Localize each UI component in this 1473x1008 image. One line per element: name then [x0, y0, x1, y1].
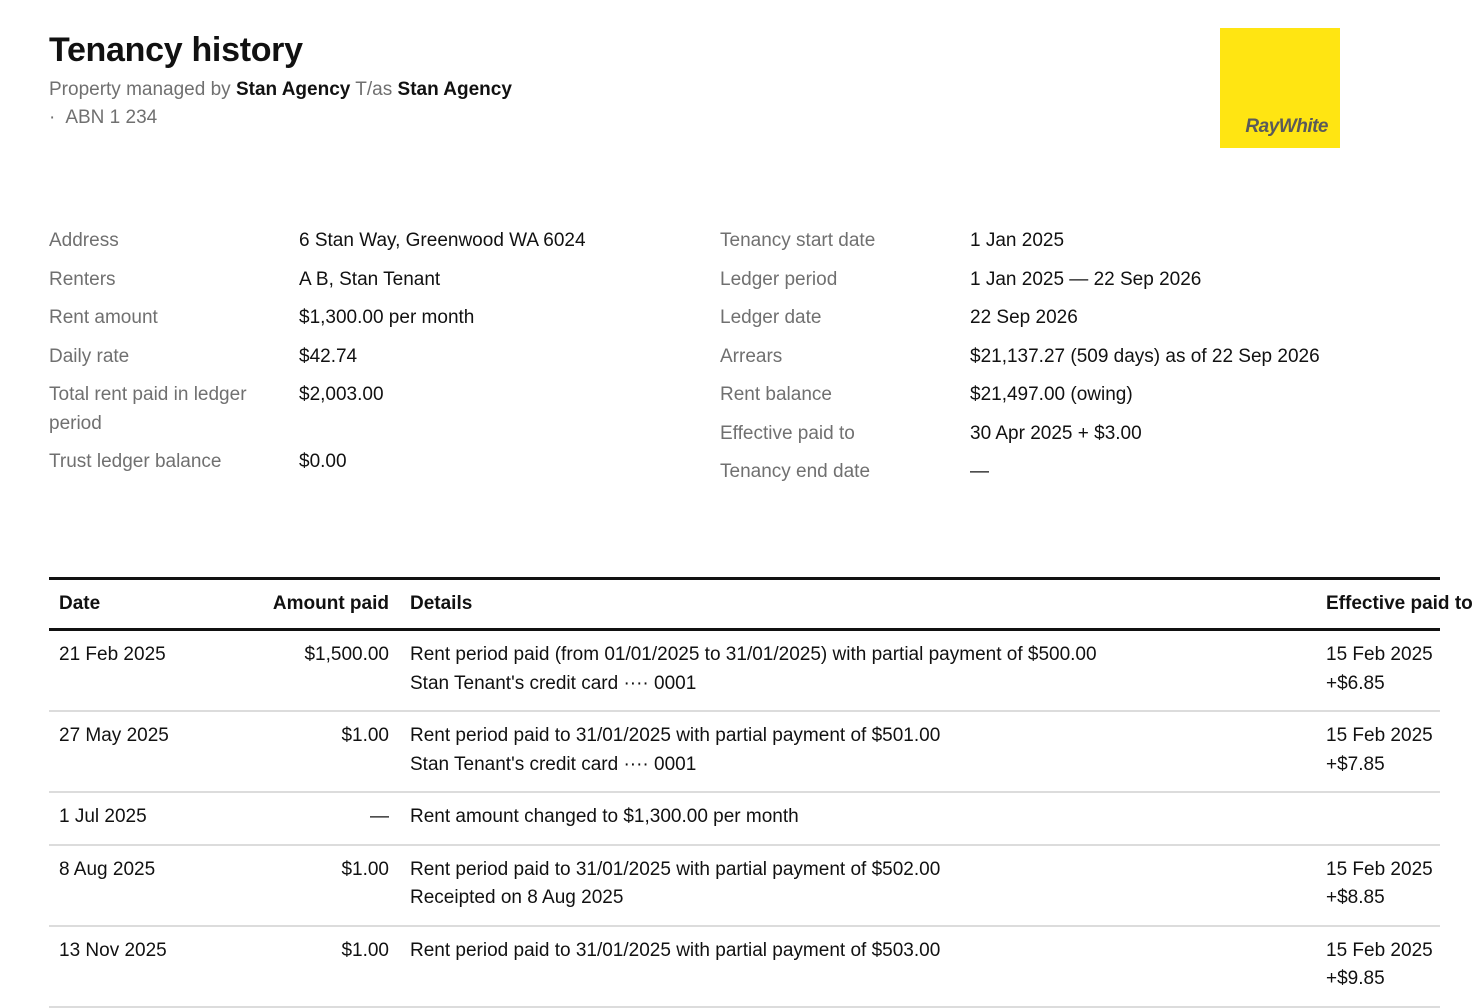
detail-value: $2,003.00	[299, 384, 384, 405]
detail-value: 1 Jan 2025	[970, 230, 1065, 251]
logo-text: RayWhite	[1245, 116, 1328, 137]
row-details	[410, 641, 1326, 698]
row-effective	[1326, 722, 1440, 779]
detail-tenancy-start	[720, 227, 1320, 256]
detail-value: $21,497.00 (owing)	[970, 384, 1133, 405]
row-effective	[1326, 937, 1440, 994]
detail-daily-rate	[49, 343, 586, 372]
ledger-header-row	[49, 580, 1473, 631]
detail-label: Rent amount	[49, 307, 158, 328]
column-header-effective: Effective paid to	[1326, 593, 1473, 614]
detail-address	[49, 227, 586, 256]
table-row	[49, 712, 1440, 793]
abn-number: ABN 1 234	[65, 107, 158, 128]
detail-value: 30 Apr 2025 + $3.00	[970, 422, 1142, 444]
row-details	[410, 722, 1326, 779]
agency-logo	[1220, 28, 1340, 148]
detail-trust-ledger-balance	[49, 448, 586, 477]
table-row	[49, 793, 1440, 846]
detail-total-rent-paid	[49, 381, 586, 438]
bullet: ·	[49, 107, 56, 128]
detail-arrears	[720, 343, 1320, 372]
details-line: Stan Tenant's credit card ···· 0001	[410, 753, 697, 775]
trading-as-label: T/as	[355, 79, 393, 100]
effective-date: 15 Feb 2025	[1326, 858, 1433, 880]
effective-credit: +$8.85	[1326, 887, 1385, 908]
detail-ledger-period	[720, 266, 1320, 295]
managed-by-line	[49, 78, 512, 102]
row-amount: $1.00	[341, 725, 389, 746]
row-amount: $1,500.00	[304, 644, 389, 665]
detail-rent-amount	[49, 304, 586, 333]
row-details	[410, 856, 1326, 913]
column-header-details: Details	[410, 593, 473, 614]
details-line: Stan Tenant's credit card ···· 0001	[410, 672, 697, 694]
detail-label: Ledger period	[720, 268, 838, 290]
row-date: 13 Nov 2025	[59, 939, 167, 961]
detail-value: 1 Jan 2025 — 22 Sep 2026	[970, 268, 1202, 290]
detail-value: $21,137.27 (509 days) as of 22 Sep 2026	[970, 345, 1320, 367]
table-row	[49, 846, 1440, 927]
row-details	[410, 937, 1326, 994]
detail-value: A B, Stan Tenant	[299, 268, 441, 290]
detail-label: Rent balance	[720, 384, 832, 405]
detail-value: $42.74	[299, 345, 358, 367]
abn-line	[49, 106, 157, 130]
property-details-left	[49, 227, 586, 487]
row-date: 8 Aug 2025	[59, 858, 156, 880]
detail-label: Daily rate	[49, 345, 130, 367]
details-line: Receipted on 8 Aug 2025	[410, 887, 624, 908]
row-details	[410, 803, 1326, 832]
details-line: Rent period paid to 31/01/2025 with partial payment of $502.00	[410, 858, 941, 880]
detail-renters	[49, 266, 586, 295]
effective-credit: +$6.85	[1326, 672, 1385, 694]
row-date: 21 Feb 2025	[59, 644, 166, 665]
ledger-table	[49, 577, 1473, 1008]
detail-label: Ledger date	[720, 307, 822, 328]
detail-label: Effective paid to	[720, 422, 855, 444]
detail-label: Total rent paid in ledger period	[49, 384, 247, 434]
details-line: Rent period paid to 31/01/2025 with partial payment of $503.00	[410, 939, 941, 961]
table-row	[49, 631, 1440, 712]
trading-name: Stan Agency	[397, 79, 512, 100]
detail-value: $1,300.00 per month	[299, 307, 475, 328]
detail-label: Trust ledger balance	[49, 451, 222, 472]
page-title: Tenancy history	[49, 31, 303, 69]
effective-credit: +$7.85	[1326, 753, 1385, 775]
row-date: 27 May 2025	[59, 725, 169, 746]
detail-value: —	[970, 461, 989, 482]
details-line: Rent period paid (from 01/01/2025 to 31/01/2025) with partial payment of $500.00	[410, 644, 1097, 665]
agency-name: Stan Agency	[235, 79, 351, 100]
column-header-date: Date	[59, 593, 101, 614]
detail-rent-balance	[720, 381, 1320, 410]
detail-value: 22 Sep 2026	[970, 307, 1078, 328]
effective-date: 15 Feb 2025	[1326, 644, 1433, 665]
detail-tenancy-end	[720, 458, 1320, 487]
row-amount: $1.00	[341, 939, 389, 961]
row-amount: $1.00	[341, 858, 389, 880]
detail-ledger-date	[720, 304, 1320, 333]
effective-credit: +$9.85	[1326, 968, 1385, 989]
detail-label: Address	[49, 230, 119, 251]
row-amount: —	[370, 806, 389, 827]
effective-date: 15 Feb 2025	[1326, 725, 1433, 746]
row-effective	[1326, 856, 1440, 913]
details-line: Rent period paid to 31/01/2025 with partial payment of $501.00	[410, 725, 941, 746]
detail-label: Tenancy end date	[720, 461, 871, 482]
row-date: 1 Jul 2025	[59, 806, 147, 827]
detail-effective-paid-to	[720, 420, 1320, 449]
row-effective	[1326, 803, 1440, 832]
property-details-right	[720, 227, 1320, 497]
effective-date: 15 Feb 2025	[1326, 939, 1433, 961]
detail-label: Tenancy start date	[720, 230, 876, 251]
detail-value: $0.00	[299, 451, 347, 472]
table-row	[49, 927, 1440, 1008]
detail-label: Renters	[49, 268, 116, 290]
detail-label: Arrears	[720, 345, 783, 367]
column-header-amount: Amount paid	[272, 593, 389, 614]
details-line: Rent amount changed to $1,300.00 per month	[410, 806, 799, 827]
row-effective	[1326, 641, 1440, 698]
managed-prefix: Property managed by	[49, 79, 231, 100]
detail-value: 6 Stan Way, Greenwood WA 6024	[299, 230, 586, 251]
